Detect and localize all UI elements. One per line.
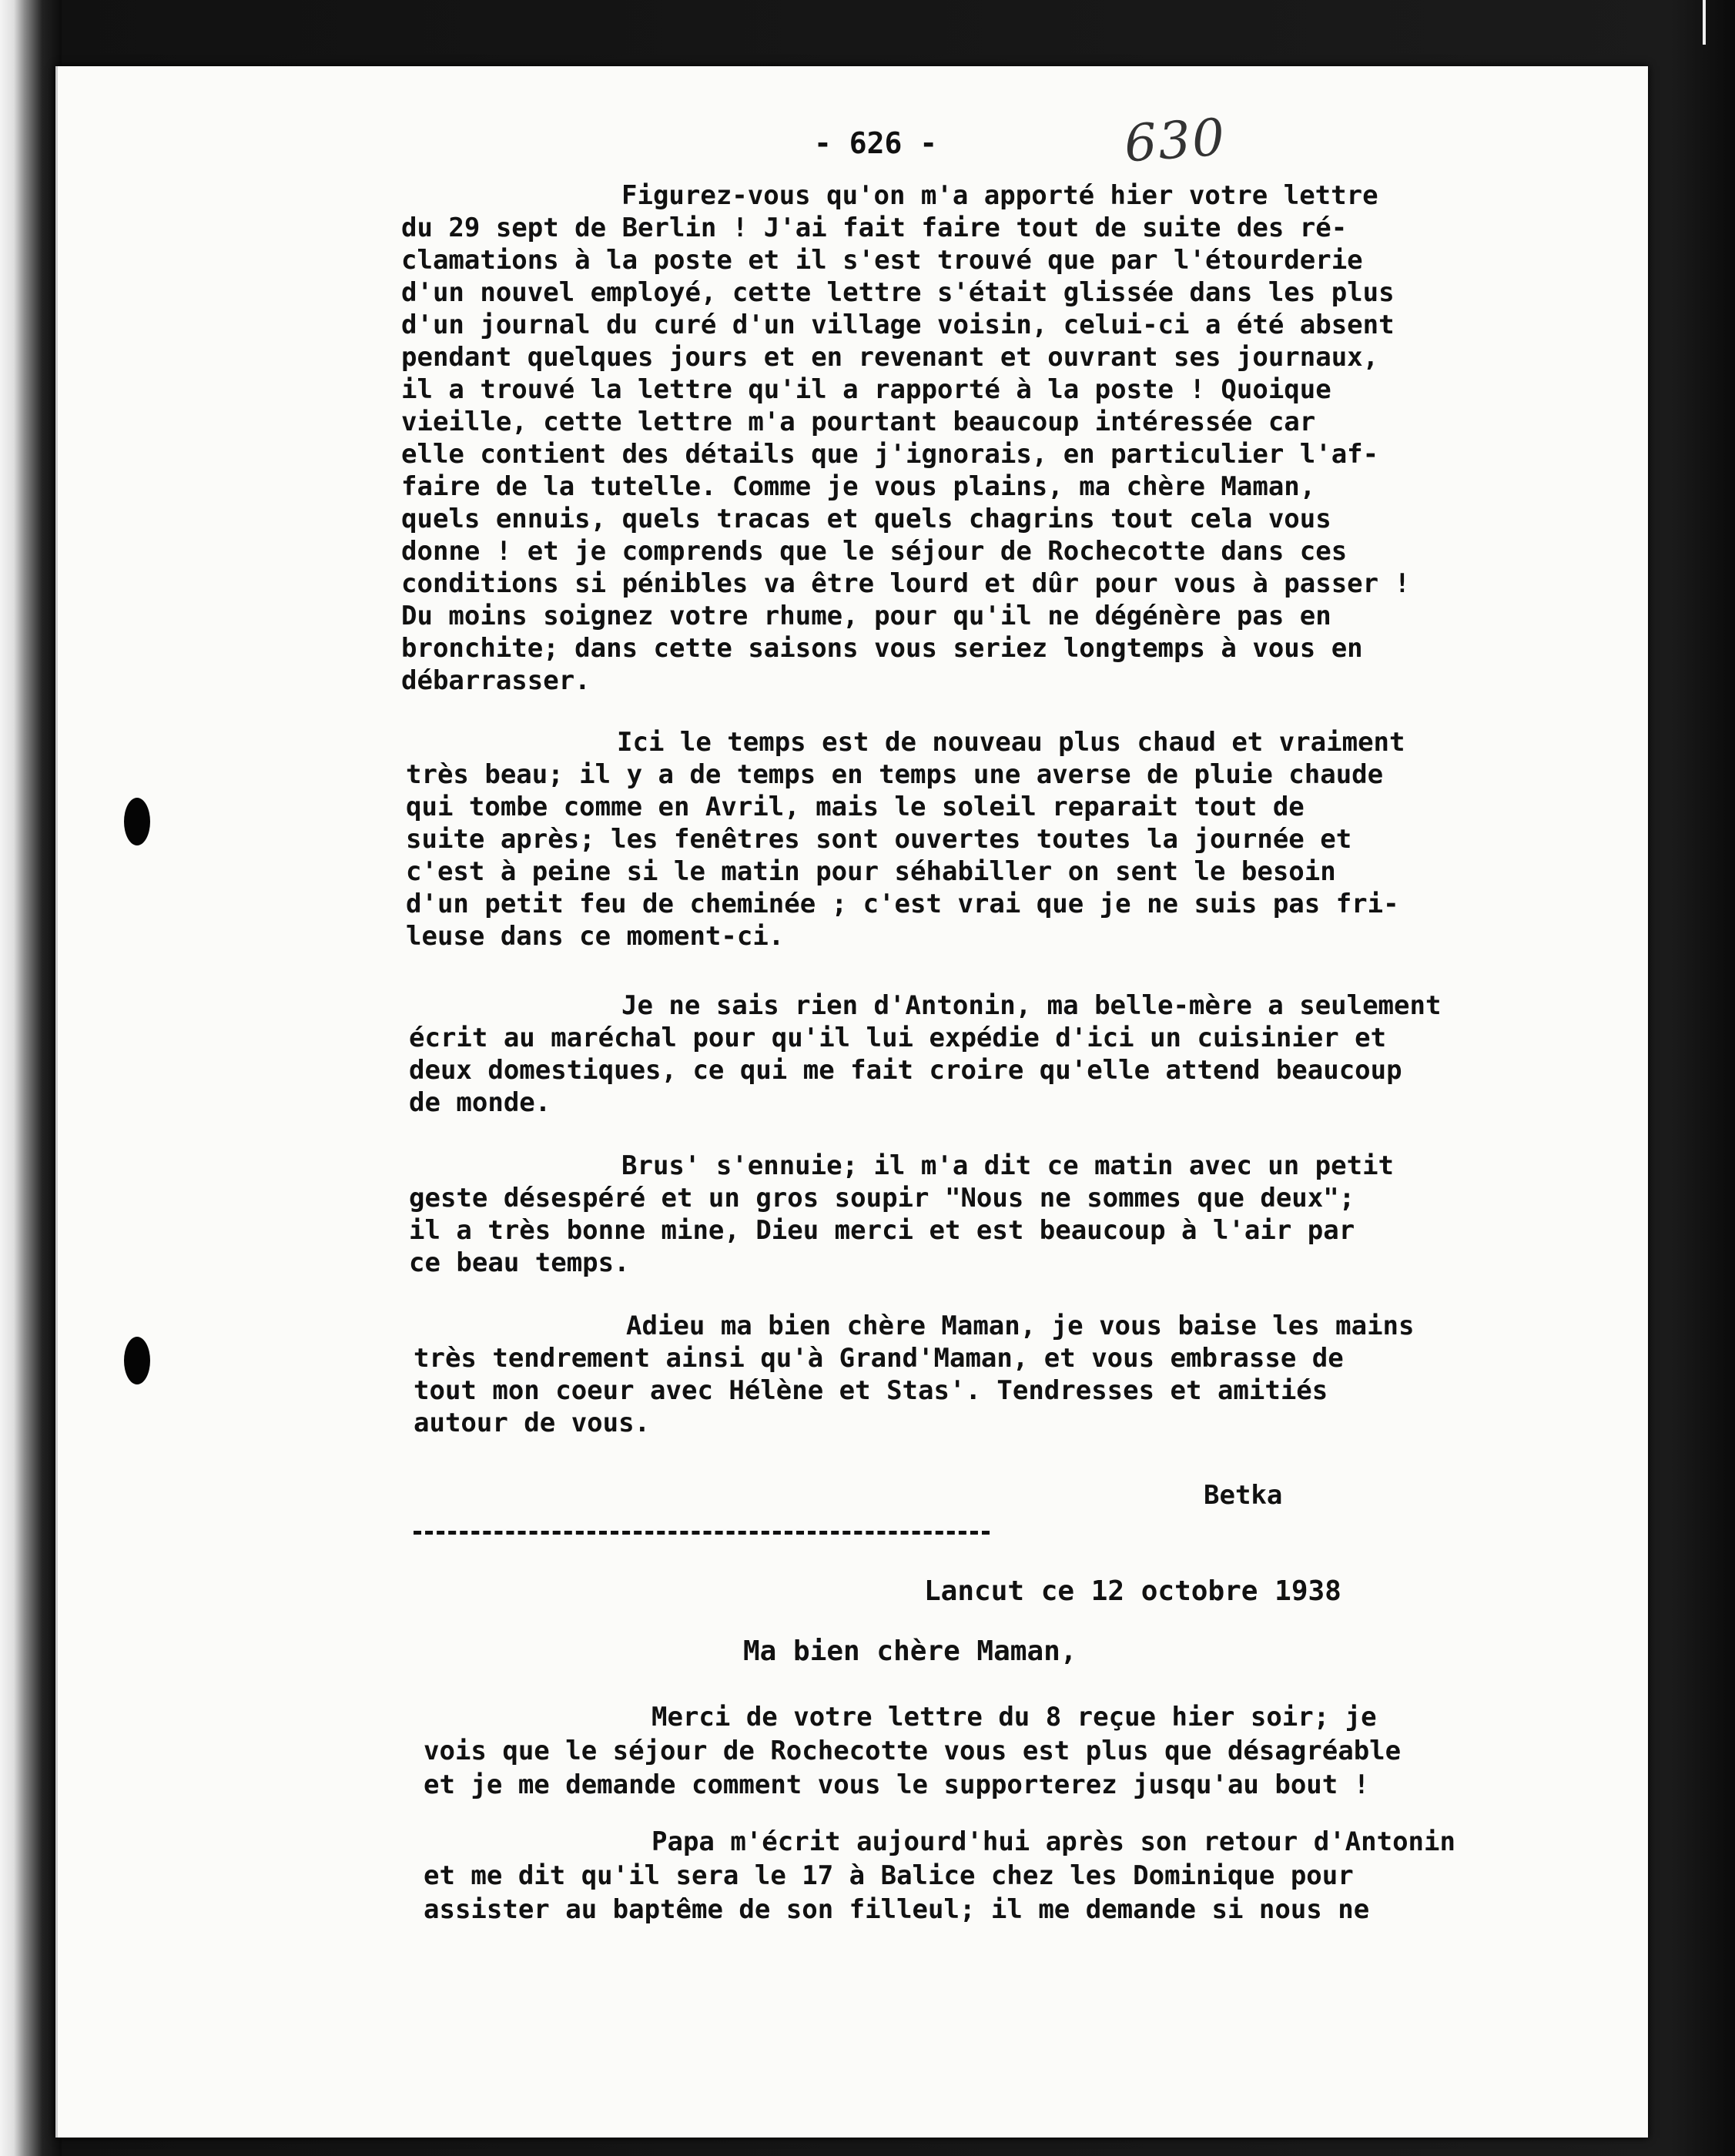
text-line: faire de la tutelle. Comme je vous plains, ma chère Maman, [401,471,1316,502]
text-line: très tendrement ainsi qu'à Grand'Maman, et vous embrasse de [414,1343,1344,1374]
text-line: pendant quelques jours et en revenant et ouvrant ses journaux, [401,342,1379,373]
text-line: leuse dans ce moment-ci. [406,921,785,952]
text-line: qui tombe comme en Avril, mais le soleil reparait tout de [406,792,1305,822]
text-line: clamations à la poste et il s'est trouvé que par l'étourderie [401,245,1363,276]
page-number: - 626 - [814,126,938,160]
text-line: deux domestiques, ce qui me fait croire qu'elle attend beaucoup [409,1055,1402,1086]
text-line: débarrasser. [401,665,591,696]
text-line: écrit au maréchal pour qu'il lui expédie d'ici un cuisinier et [409,1023,1387,1053]
text-line: suite après; les fenêtres sont ouvertes toutes la journée et [406,824,1352,855]
text-line: Papa m'écrit aujourd'hui après son retour d'Antonin [651,1826,1455,1857]
punch-hole-top [124,798,150,845]
text-line: il a trouvé la lettre qu'il a rapporté à la poste ! Quoique [401,374,1331,405]
text-line: c'est à peine si le matin pour séhabiller on sent le besoin [406,856,1336,887]
archive-number: 630 [1122,107,1228,174]
left-page-edge [0,0,62,2156]
text-line: donne ! et je comprends que le séjour de Rochecotte dans ces [401,536,1348,567]
dateline: Lancut ce 12 octobre 1938 [924,1575,1341,1607]
text-line: tout mon coeur avec Hélène et Stas'. Tendresses et amitiés [414,1375,1328,1406]
corner-mark [1703,0,1706,45]
salutation: Ma bien chère Maman, [743,1635,1077,1667]
signature: Betka [1204,1480,1283,1511]
text-line: bronchite; dans cette saisons vous seriez longtemps à vous en [401,633,1363,664]
text-line: très beau; il y a de temps en temps une averse de pluie chaude [406,759,1384,790]
text-line: Ici le temps est de nouveau plus chaud et vraiment [617,727,1405,758]
text-line: Figurez-vous qu'on m'a apporté hier votre lettre [621,180,1378,211]
text-line: Adieu ma bien chère Maman, je vous baise les mains [626,1311,1415,1341]
text-line: vieille, cette lettre m'a pourtant beaucoup intéressée car [401,407,1316,437]
text-line: autour de vous. [414,1408,651,1438]
punch-hole-bottom [124,1337,150,1384]
text-line: assister au baptême de son filleul; il me demande si nous ne [424,1894,1370,1925]
text-line: de monde. [409,1087,551,1118]
text-line: Je ne sais rien d'Antonin, ma belle-mère a seulement [621,990,1442,1021]
text-line: Brus' s'ennuie; il m'a dit ce matin avec un petit [621,1150,1395,1181]
text-line: quels ennuis, quels tracas et quels chagrins tout cela vous [401,504,1331,534]
text-line: d'un nouvel employé, cette lettre s'était glissée dans les plus [401,277,1395,308]
text-line: elle contient des détails que j'ignorais, en particulier l'af- [401,439,1379,470]
text-line: Du moins soignez votre rhume, pour qu'il ne dégénère pas en [401,601,1331,631]
text-line: conditions si pénibles va être lourd et dûr pour vous à passer ! [401,568,1411,599]
text-line: d'un journal du curé d'un village voisin, celui-ci a été absent [401,310,1395,340]
text-line: vois que le séjour de Rochecotte vous est plus que désagréable [424,1736,1402,1766]
text-line: ce beau temps. [409,1247,630,1278]
text-line: geste désespéré et un gros soupir "Nous ne sommes que deux"; [409,1183,1355,1214]
separator-rule [414,1531,990,1535]
text-line: Merci de votre lettre du 8 reçue hier soir; je [651,1702,1377,1732]
text-line: il a très bonne mine, Dieu merci et est beaucoup à l'air par [409,1215,1355,1246]
text-line: et je me demande comment vous le supporterez jusqu'au bout ! [424,1769,1370,1800]
typed-letter-sheet [55,66,1648,2138]
text-line: d'un petit feu de cheminée ; c'est vrai que je ne suis pas fri- [406,889,1399,919]
text-line: du 29 sept de Berlin ! J'ai fait faire tout de suite des ré- [401,213,1348,243]
text-line: et me dit qu'il sera le 17 à Balice chez les Dominique pour [424,1860,1354,1891]
